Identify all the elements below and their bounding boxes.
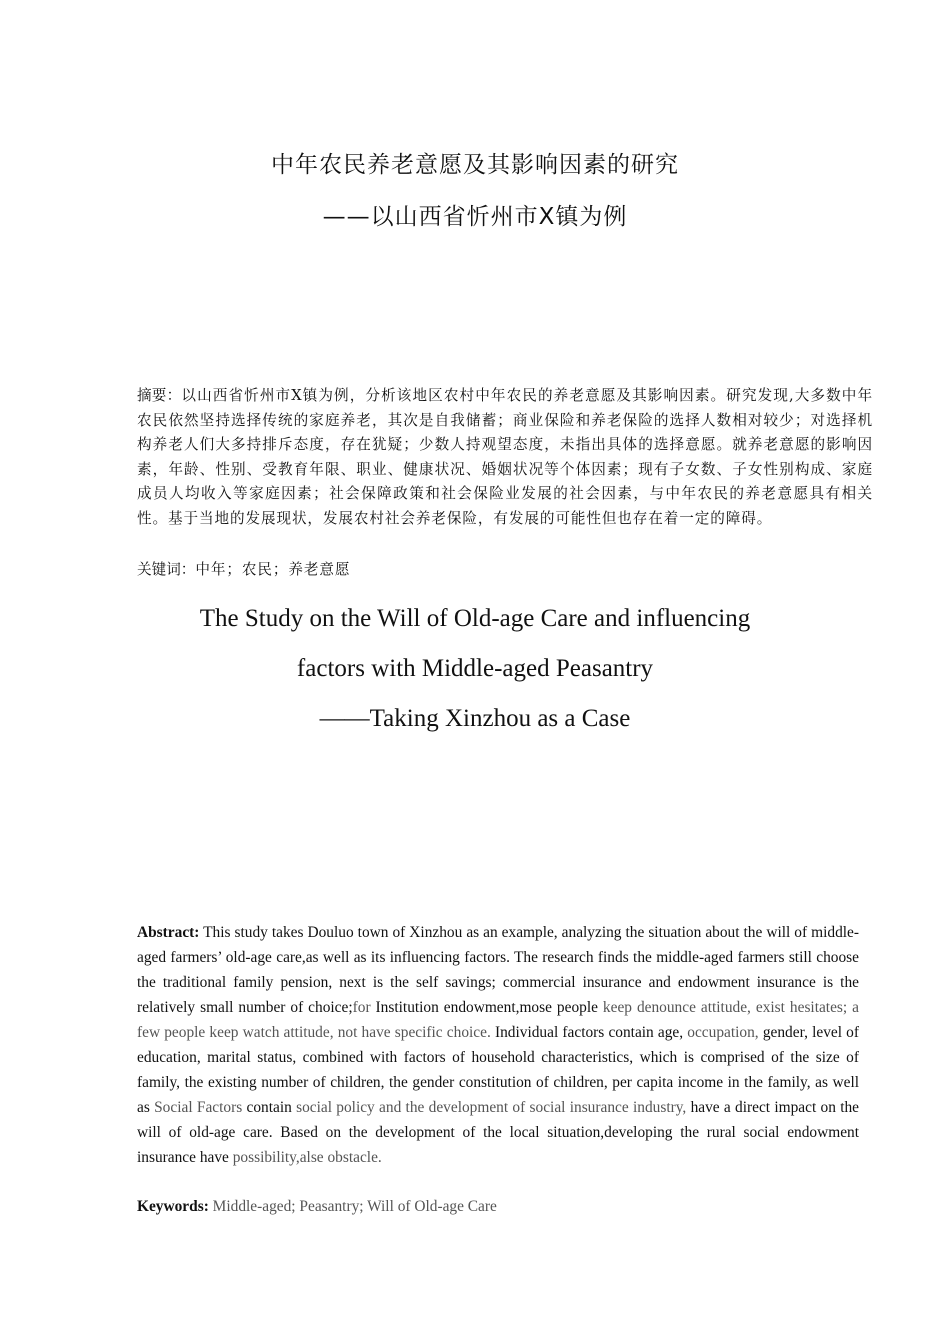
english-abstract-label: Abstract: [137,924,200,941]
chinese-keywords [137,558,350,583]
abstract-text-5: contain [242,1099,297,1116]
chinese-title: 中年农民养老意愿及其影响因素的研究 [271,152,679,178]
chinese-keywords-text: 中年；农民；养老意愿 [195,561,351,578]
abstract-text-grey-2: keep denounce attitude, exist hesitates; a few people keep watch attitude, not have specific choice. [137,999,859,1041]
chinese-abstract-text: 以山西省忻州市X镇为例，分析该地区农村中年农民的养老意愿及其影响因素。研究发现,大多数中年农民依然坚持选择传统的家庭养老，其次是自我储蓄；商业保险和养老保险的选择人数相对较少；对选择机构养老人们大多持排斥态度，存在犹疑；少数人持观望态度，未指出具体的选择意愿。就养老意愿的影响因素，年龄、性别、受教育年限、职业、健康状况、婚姻状况等个体因素；现有子女数、子女性别构成、家庭成员人均收入等家庭因素；社会保障政策和社会保险业发展的社会因素，与中年农民的养老意愿具有相关性。基于当地的发展现状，发展农村社会养老保险，有发展的可能性但也存在着一定的障碍。 [137,387,873,527]
english-title-line-1: The Study on the Will of Old-age Care and influencing [199,605,751,632]
english-title-line-2: factors with Middle-aged Peasantry [296,655,654,682]
abstract-text-2: Institution endowment,mose people [370,999,603,1016]
chinese-abstract [137,384,873,532]
chinese-abstract-label: 摘要： [137,387,182,404]
chinese-keywords-label: 关键词： [137,561,196,578]
abstract-text-3: Individual factors contain age, [490,1024,688,1041]
abstract-text-grey-6: possibility,alse obstacle. [232,1149,382,1166]
abstract-text-1: This study takes Douluo town of Xinzhou as an example, analyzing the situation about the will of middle-aged farmers’ old-age care,as well as its influencing factors. The research finds the middle-aged farmers still choose the traditional family pension, next is the self savings; commercial insurance and endowment insurance is the relatively small number of choice; [137,924,859,1016]
abstract-text-6: have a direct impact on the will of old-age care. Based on the development of the local situation,developing the rural social endowment insurance have [137,1099,860,1166]
english-subtitle: ——Taking Xinzhou as a Case [319,705,631,732]
chinese-subtitle: ——以山西省忻州市X镇为例 [322,204,628,230]
english-keywords-label: Keywords: [137,1198,209,1215]
abstract-text-grey-1: for [352,999,371,1016]
english-keywords-text: Middle-aged; Peasantry; Will of Old-age Care [208,1198,497,1215]
abstract-text-grey-4: Social Factors [154,1099,243,1116]
abstract-text-grey-3: occupation, [687,1024,759,1041]
english-keywords [137,1194,497,1219]
english-abstract [137,920,859,1170]
abstract-text-grey-5: social policy and the development of social insurance industry, [296,1099,687,1116]
abstract-text-4: gender, level of education, marital status, combined with factors of household characteristics, which is comprised of the size of family, the existing number of children, the gender constitution of children, per capita income in the family, as well as [137,1024,859,1116]
